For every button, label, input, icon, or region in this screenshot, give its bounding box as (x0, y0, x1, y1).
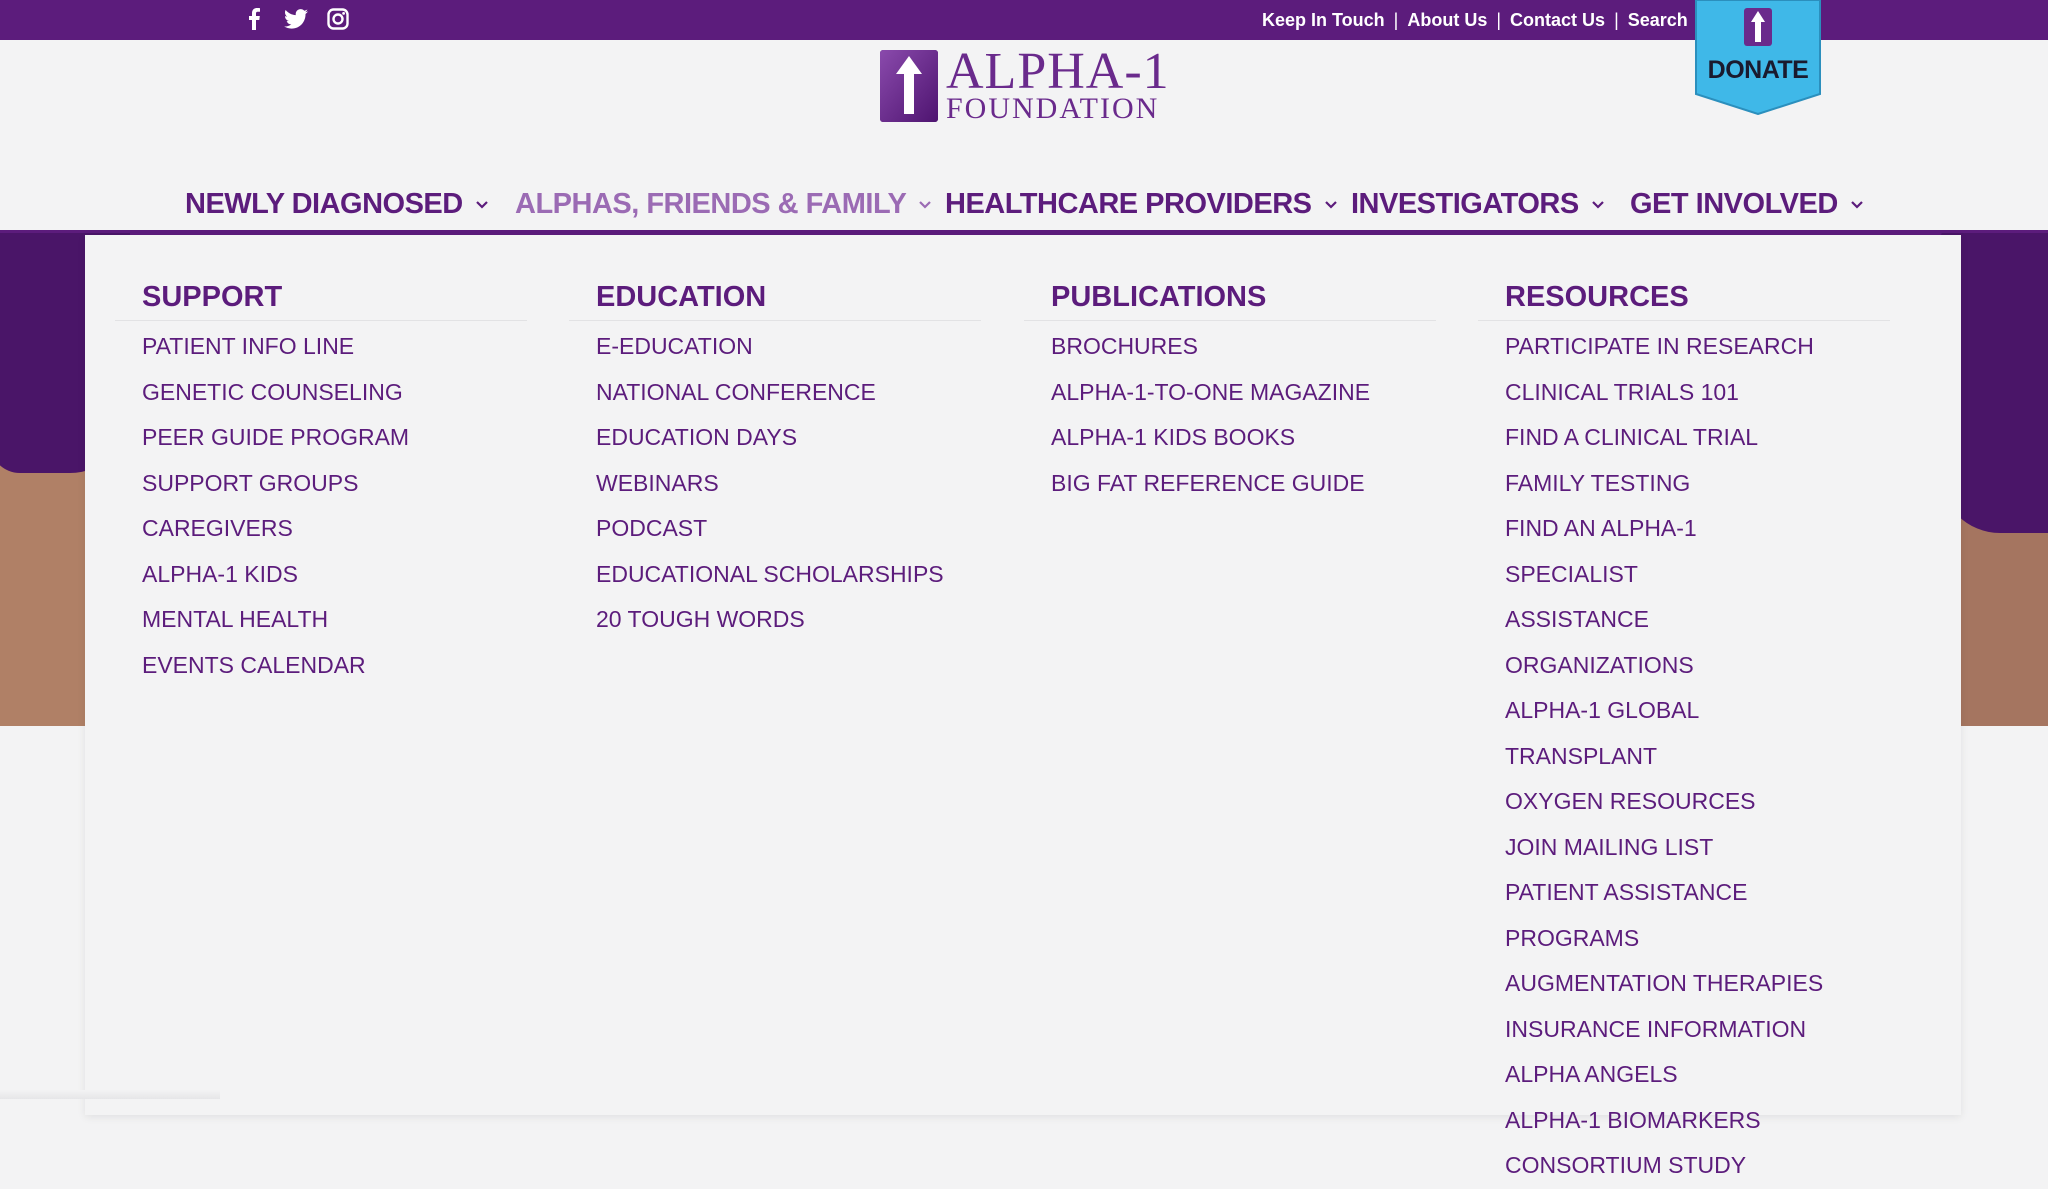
nav-alphas-friends-family[interactable] (515, 188, 932, 221)
nav-healthcare-providers[interactable] (945, 188, 1338, 221)
menu-link[interactable]: EVENTS CALENDAR (142, 651, 366, 678)
link-separator: | (1393, 9, 1399, 30)
menu-link[interactable]: PATIENT INFO LINE (142, 333, 355, 359)
menu-link[interactable]: EDUCATION DAYS (596, 424, 798, 450)
menu-link[interactable]: PARTICIPATE IN RESEARCH (1505, 333, 1814, 359)
logo-text-alpha-1: ALPHA-1 (946, 43, 1170, 100)
menu-link[interactable]: PODCAST (596, 515, 708, 541)
contact-us-link[interactable]: Contact Us (1510, 9, 1606, 30)
menu-link[interactable]: ALPHA-1 KIDS (142, 560, 298, 587)
twitter-icon[interactable] (282, 5, 310, 33)
menu-link[interactable]: CLINICAL TRIALS 101 (1505, 378, 1739, 405)
site-logo[interactable] (880, 43, 1170, 125)
chevron-down-icon (475, 200, 489, 210)
search-link[interactable]: Search (1627, 9, 1688, 30)
logo-mark-icon (880, 50, 938, 122)
menu-link[interactable]: GENETIC COUNSELING (142, 378, 403, 405)
column-links (142, 324, 522, 688)
keep-in-touch-link[interactable]: Keep In Touch (1262, 9, 1385, 30)
menu-link[interactable]: WEBINARS (596, 469, 719, 496)
menu-link[interactable]: BIG FAT REFERENCE GUIDE (1051, 469, 1365, 496)
social-links (240, 5, 352, 33)
nav-newly-diagnosed[interactable] (185, 188, 489, 221)
column-heading[interactable]: SUPPORT (142, 281, 283, 313)
menu-link[interactable]: CAREGIVERS (142, 515, 293, 541)
column-divider (115, 320, 527, 321)
logo-text-foundation: FOUNDATION (946, 92, 1160, 125)
menu-link[interactable]: ALPHA-1-TO-ONE MAGAZINE (1051, 378, 1371, 405)
chevron-down-icon (918, 200, 932, 210)
column-divider (1024, 320, 1436, 321)
column-divider (569, 320, 981, 321)
menu-link[interactable]: TRANSPLANT (1505, 742, 1658, 769)
donate-label: DONATE (1707, 56, 1809, 84)
chevron-down-icon (1850, 200, 1864, 210)
nav-label: HEALTHCARE PROVIDERS (945, 188, 1312, 220)
nav-label: GET INVOLVED (1630, 188, 1838, 220)
menu-link[interactable]: FIND A CLINICAL TRIAL (1505, 424, 1759, 450)
menu-link[interactable]: ALPHA ANGELS (1505, 1061, 1678, 1087)
menu-link[interactable]: NATIONAL CONFERENCE (596, 378, 876, 405)
menu-link[interactable]: MENTAL HEALTH (142, 606, 329, 632)
menu-link[interactable]: FAMILY TESTING (1505, 469, 1691, 496)
facebook-icon[interactable] (240, 5, 268, 33)
nav-investigators[interactable] (1351, 188, 1605, 221)
menu-link[interactable]: BROCHURES (1051, 333, 1198, 359)
menu-link[interactable]: ALPHA-1 KIDS BOOKS (1051, 424, 1296, 450)
menu-link[interactable]: ALPHA-1 BIOMARKERS CONSORTIUM STUDY (1505, 1106, 1761, 1178)
donate-button[interactable] (1694, 0, 1822, 115)
about-us-link[interactable]: About Us (1407, 9, 1488, 30)
menu-link[interactable]: AUGMENTATION THERAPIES (1505, 970, 1824, 996)
main-navigation (0, 180, 2048, 232)
column-links (596, 324, 976, 643)
column-heading[interactable]: PUBLICATIONS (1051, 281, 1267, 313)
instagram-icon[interactable] (324, 5, 352, 33)
nav-underline (0, 230, 2048, 233)
column-heading[interactable]: RESOURCES (1505, 281, 1689, 313)
column-links (1051, 324, 1431, 506)
column-links (1505, 324, 1835, 1189)
chevron-down-icon (1324, 200, 1338, 210)
menu-link[interactable]: ALPHA-1 GLOBAL (1505, 697, 1700, 723)
menu-link[interactable]: E-EDUCATION (596, 333, 753, 359)
mega-menu-dropdown (85, 235, 1961, 1178)
menu-link[interactable]: ASSISTANCE ORGANIZATIONS (1505, 606, 1694, 678)
nav-label: INVESTIGATORS (1351, 188, 1579, 220)
menu-link[interactable]: SUPPORT GROUPS (142, 469, 359, 496)
menu-link[interactable]: EDUCATIONAL SCHOLARSHIPS (596, 560, 944, 587)
utility-links (1262, 0, 1724, 40)
nav-get-involved[interactable] (1630, 188, 1864, 221)
menu-link[interactable]: 20 TOUGH WORDS (596, 606, 805, 632)
menu-link[interactable]: PEER GUIDE PROGRAM (142, 424, 410, 450)
menu-link[interactable]: INSURANCE INFORMATION (1505, 1015, 1807, 1042)
link-separator: | (1614, 9, 1619, 30)
column-divider (1478, 320, 1890, 321)
menu-link[interactable]: PATIENT ASSISTANCE PROGRAMS (1505, 879, 1748, 951)
page-shadow (0, 1090, 220, 1099)
column-heading[interactable]: EDUCATION (596, 281, 767, 313)
chevron-down-icon (1591, 200, 1605, 210)
nav-label: ALPHAS, FRIENDS & FAMILY (515, 188, 907, 220)
link-separator: | (1496, 9, 1502, 30)
menu-link[interactable]: JOIN MAILING LIST (1505, 833, 1714, 860)
menu-link[interactable]: OXYGEN RESOURCES (1505, 788, 1756, 814)
menu-link[interactable]: FIND AN ALPHA-1 SPECIALIST (1505, 515, 1697, 587)
nav-label: NEWLY DIAGNOSED (185, 188, 463, 220)
